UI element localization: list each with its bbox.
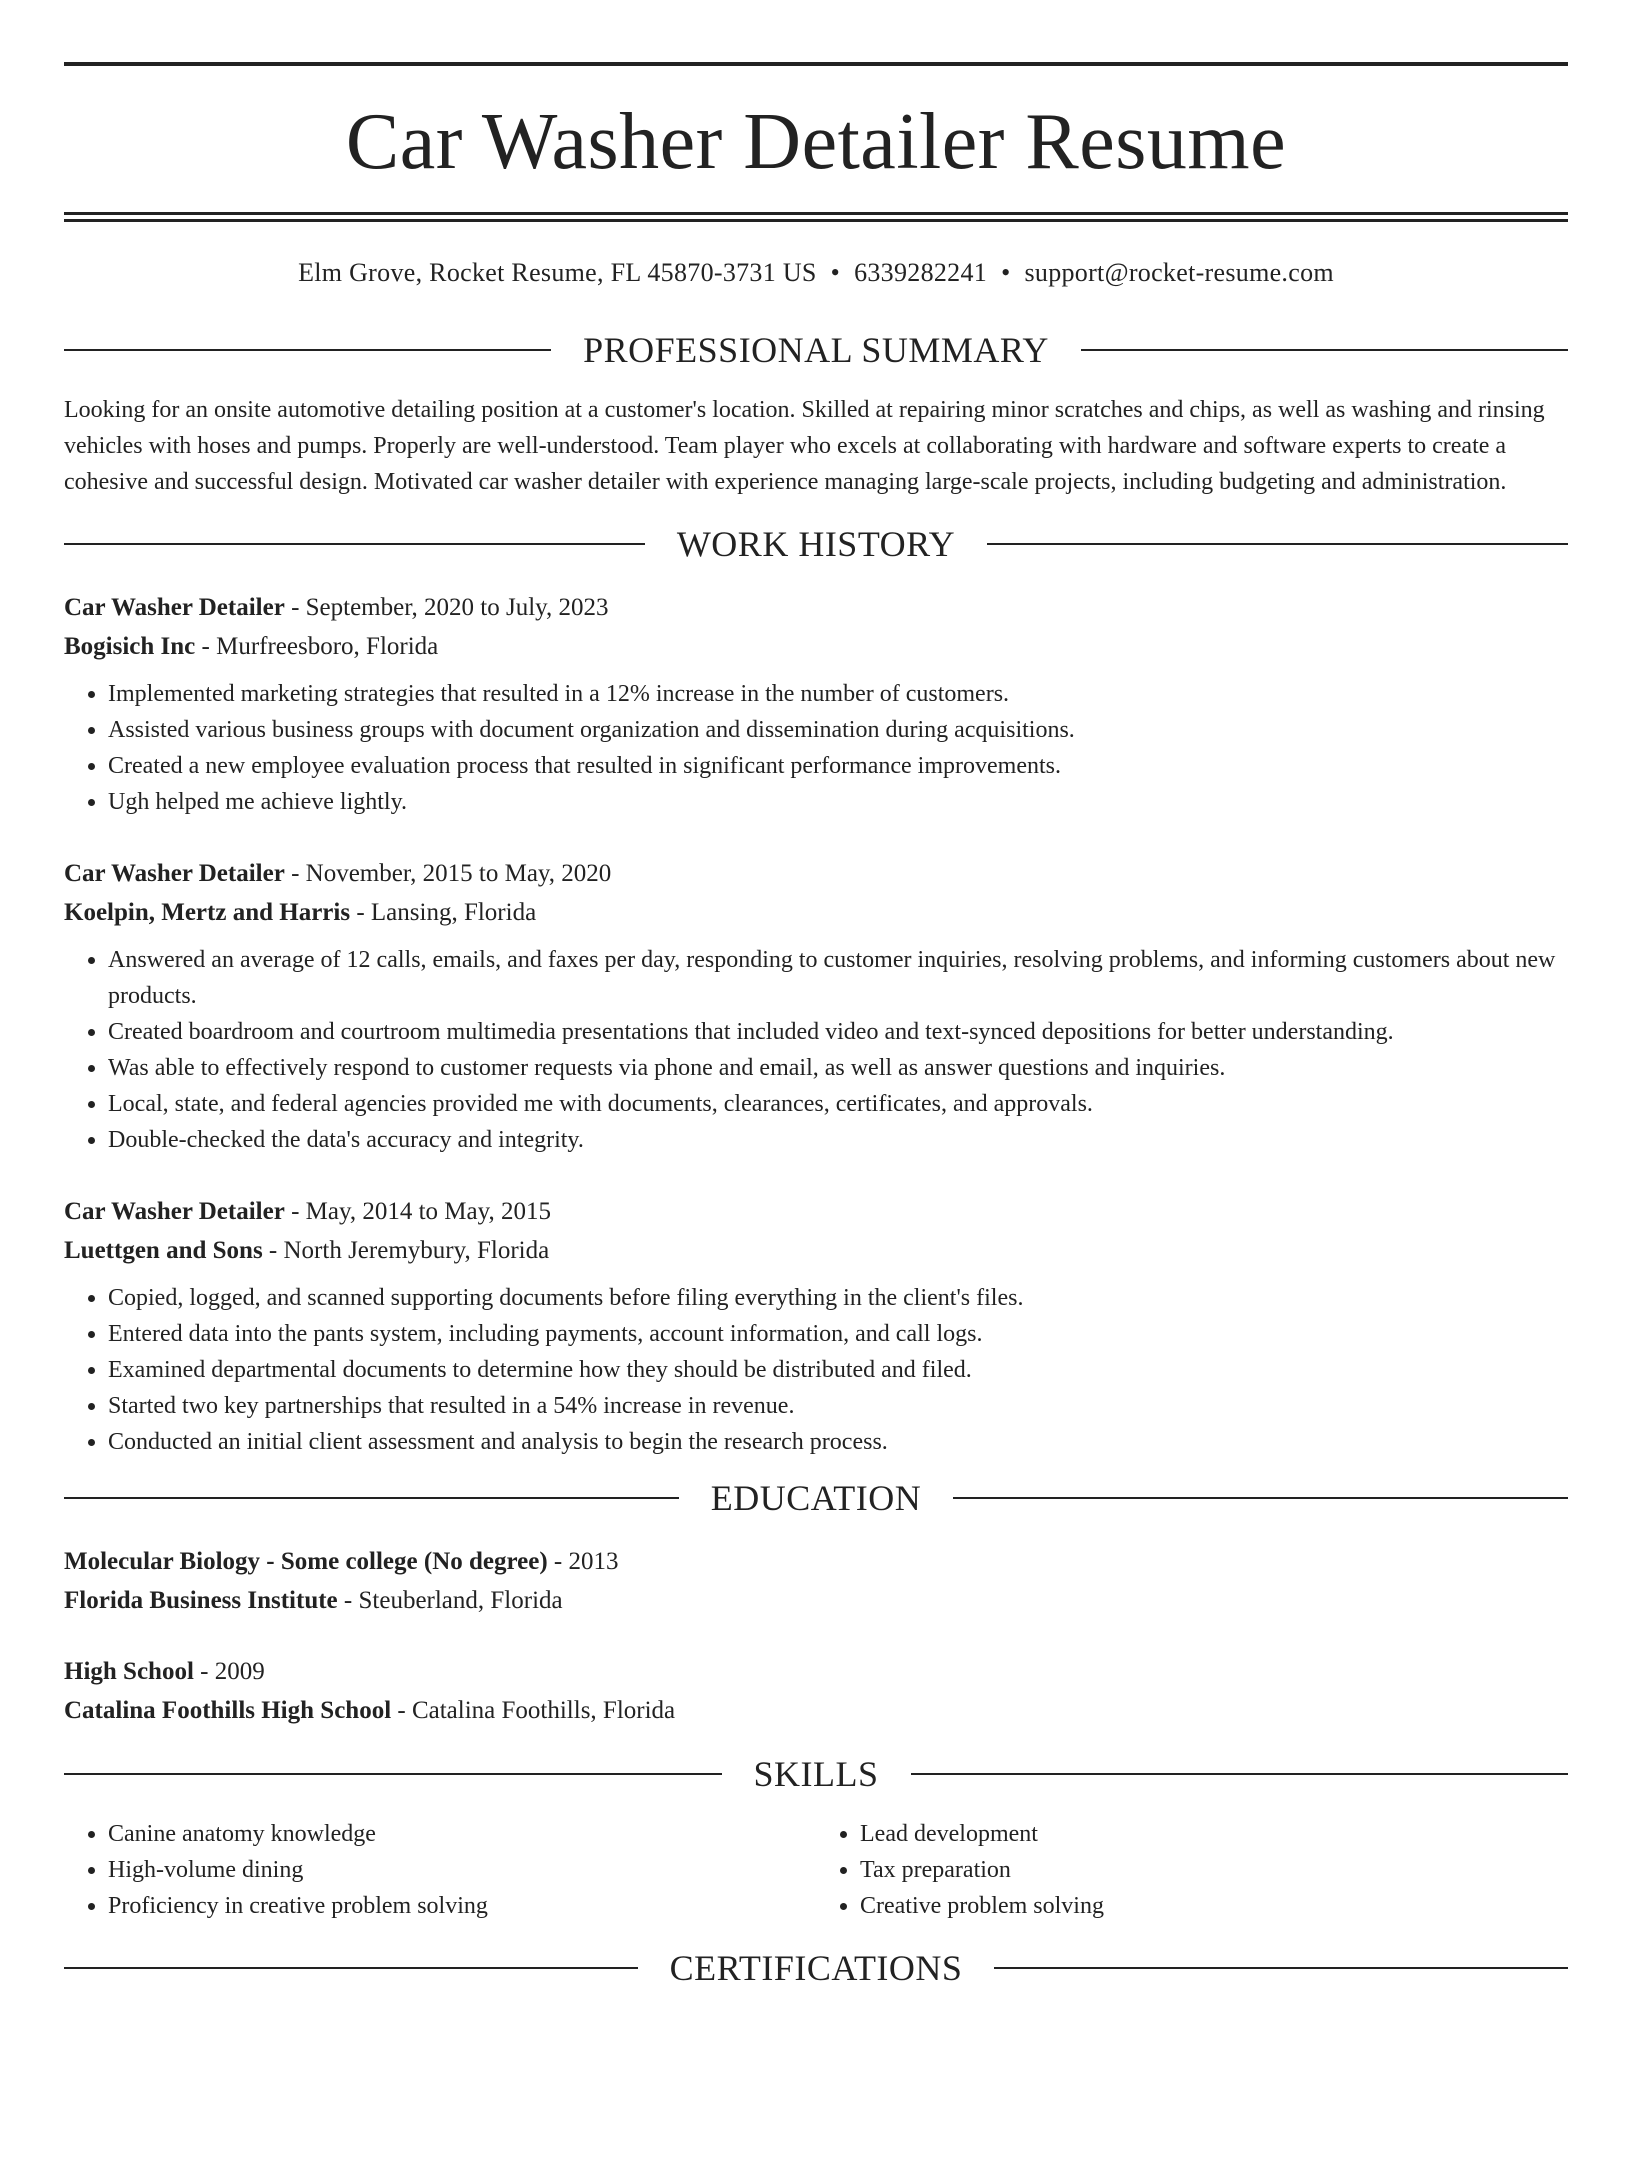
heading-rule xyxy=(994,1967,1568,1969)
header-double-rule xyxy=(64,212,1568,222)
list-item: • Examined departmental documents to determine how they should be distributed and filed. xyxy=(108,1352,1568,1388)
contact-separator: • xyxy=(1001,258,1011,287)
list-item: • Tax preparation xyxy=(860,1852,1568,1888)
heading-rule xyxy=(64,1967,638,1969)
section-heading-certifications xyxy=(64,1940,1568,1996)
list-item: • Conducted an initial client assessment and analysis to begin the research process. xyxy=(108,1424,1568,1460)
section-title: CERTIFICATIONS xyxy=(669,1948,963,1988)
skills-list-right xyxy=(816,1816,1568,1924)
education-location: - Catalina Foothills, Florida xyxy=(391,1697,676,1724)
job-title-line xyxy=(64,1192,1568,1231)
list-item: • Canine anatomy knowledge xyxy=(108,1816,816,1852)
section-title: SKILLS xyxy=(753,1754,879,1794)
job-title: Car Washer Detailer xyxy=(64,860,285,887)
list-item: • Proficiency in creative problem solving xyxy=(108,1888,816,1924)
contact-phone: 6339282241 xyxy=(854,258,988,287)
education-school: Catalina Foothills High School xyxy=(64,1697,392,1724)
job-title-line xyxy=(64,588,1568,627)
list-item: • Local, state, and federal agencies provided me with documents, clearances, certificates, and approvals. xyxy=(108,1086,1568,1122)
heading-rule xyxy=(1081,349,1568,351)
job-dates: - May, 2014 to May, 2015 xyxy=(284,1198,551,1225)
section-title: WORK HISTORY xyxy=(676,524,956,564)
heading-rule xyxy=(953,1497,1568,1499)
list-item: • Answered an average of 12 calls, emails, and faxes per day, responding to customer inquiries, resolving problems, and informing customers about new products. xyxy=(108,942,1568,1014)
job-title: Car Washer Detailer xyxy=(64,1198,285,1225)
list-item: • Started two key partnerships that resulted in a 54% increase in revenue. xyxy=(108,1388,1568,1424)
list-item: • Copied, logged, and scanned supporting documents before filing everything in the client's files. xyxy=(108,1280,1568,1316)
job-dates: - September, 2020 to July, 2023 xyxy=(284,594,609,621)
list-item: • High-volume dining xyxy=(108,1852,816,1888)
education-year: - 2013 xyxy=(547,1548,619,1575)
education-degree-line xyxy=(64,1652,1568,1691)
job-location: - Lansing, Florida xyxy=(350,899,537,926)
heading-rule xyxy=(987,543,1568,545)
contact-separator: • xyxy=(830,258,841,287)
section-title: PROFESSIONAL SUMMARY xyxy=(583,330,1049,370)
list-item: • Double-checked the data's accuracy and integrity. xyxy=(108,1122,1568,1158)
contact-line xyxy=(64,258,1568,288)
job-company-line xyxy=(64,893,1568,932)
contact-address: Elm Grove, Rocket Resume, FL 45870-3731 US xyxy=(298,258,817,287)
section-heading-work xyxy=(64,516,1568,572)
list-item: • Ugh helped me achieve lightly. xyxy=(108,784,1568,820)
skills-columns xyxy=(64,1816,1568,1924)
skills-list-left xyxy=(64,1816,816,1924)
list-item: • Creative problem solving xyxy=(860,1888,1568,1924)
education-degree: High School xyxy=(64,1658,194,1685)
job-company-line xyxy=(64,1231,1568,1270)
job-entry xyxy=(64,588,1568,820)
education-degree-line xyxy=(64,1542,1568,1581)
heading-rule xyxy=(64,543,645,545)
education-degree: Molecular Biology - Some college (No degree) xyxy=(64,1548,548,1575)
section-title: EDUCATION xyxy=(710,1478,922,1518)
resume-title: Car Washer Detailer Resume xyxy=(345,98,1287,186)
job-company-line xyxy=(64,627,1568,666)
education-location: - Steuberland, Florida xyxy=(337,1587,563,1614)
education-entry xyxy=(64,1652,1568,1730)
section-heading-skills xyxy=(64,1746,1568,1802)
list-item: • Was able to effectively respond to customer requests via phone and email, as well as answer questions and inquiries. xyxy=(108,1050,1568,1086)
job-company: Luettgen and Sons xyxy=(64,1237,263,1264)
heading-rule xyxy=(911,1773,1569,1775)
job-dates: - November, 2015 to May, 2020 xyxy=(284,860,612,887)
job-title: Car Washer Detailer xyxy=(64,594,285,621)
contact-email: support@rocket-resume.com xyxy=(1024,258,1334,287)
education-school-line xyxy=(64,1581,1568,1620)
list-item: • Created a new employee evaluation process that resulted in significant performance improvements. xyxy=(108,748,1568,784)
job-company: Bogisich Inc xyxy=(64,633,196,660)
job-bullets xyxy=(64,676,1568,820)
heading-rule xyxy=(64,349,551,351)
list-item: • Assisted various business groups with document organization and dissemination during acquisitions. xyxy=(108,712,1568,748)
list-item: • Entered data into the pants system, including payments, account information, and call logs. xyxy=(108,1316,1568,1352)
education-school: Florida Business Institute xyxy=(64,1587,338,1614)
list-item: • Created boardroom and courtroom multimedia presentations that included video and text-synced depositions for better understanding. xyxy=(108,1014,1568,1050)
job-bullets xyxy=(64,1280,1568,1460)
job-entry xyxy=(64,854,1568,1158)
list-item: • Lead development xyxy=(860,1816,1568,1852)
summary-text: Looking for an onsite automotive detailing position at a customer's location. Skilled at repairing minor scratches and chips, as well as washing and rinsing vehicles with hoses and pumps. Properly are well-understood. Team player who excels at collaborating with hardware and software experts to create a cohesive and successful design. Motivated car washer detailer with experience managing large-scale projects, including budgeting and administration. xyxy=(64,397,1545,495)
heading-rule xyxy=(64,1773,722,1775)
header-top-rule xyxy=(64,62,1568,66)
job-entry xyxy=(64,1192,1568,1460)
job-bullets xyxy=(64,942,1568,1158)
education-entry xyxy=(64,1542,1568,1620)
job-location: - North Jeremybury, Florida xyxy=(262,1237,550,1264)
section-heading-summary xyxy=(64,322,1568,378)
section-heading-education xyxy=(64,1470,1568,1526)
job-location: - Murfreesboro, Florida xyxy=(195,633,439,660)
job-company: Koelpin, Mertz and Harris xyxy=(64,899,351,926)
job-title-line xyxy=(64,854,1568,893)
heading-rule xyxy=(64,1497,679,1499)
education-school-line xyxy=(64,1691,1568,1730)
resume-page xyxy=(0,62,1632,2174)
list-item: • Implemented marketing strategies that resulted in a 12% increase in the number of customers. xyxy=(108,676,1568,712)
education-year: - 2009 xyxy=(193,1658,265,1685)
